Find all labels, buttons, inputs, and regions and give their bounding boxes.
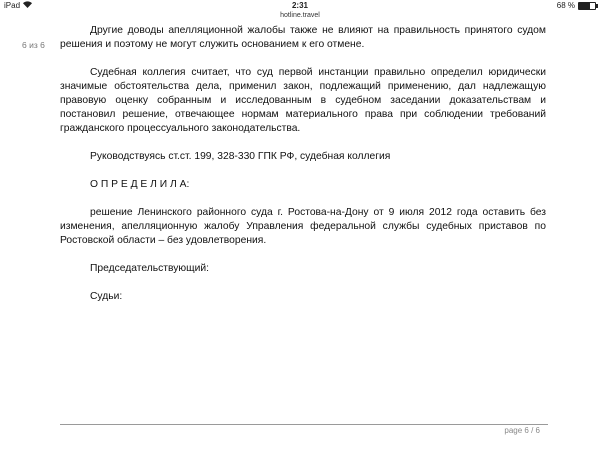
paragraph-ruling-heading: О П Р Е Д Е Л И Л А:: [90, 179, 190, 190]
paragraph-legal-basis: Руководствуясь ст.ст. 199, 328-330 ГПК РФ, судебная коллегия: [90, 151, 391, 162]
paragraph-presiding: Председательствующий:: [90, 263, 209, 274]
document-body: [60, 24, 546, 304]
device-name: iPad: [4, 1, 21, 10]
footer-divider: [60, 424, 548, 425]
battery-icon: [578, 2, 596, 10]
page-indicator: 6 из 6: [22, 40, 45, 50]
paragraph-judges: Судьи:: [90, 291, 123, 302]
battery-percent: 68 %: [556, 1, 575, 10]
status-time: 2:31: [291, 1, 308, 10]
battery-fill: [579, 3, 590, 9]
paragraph-ruling: решение Ленинского районного суда г. Ростова-на-Дону от 9 июля 2012 года оставить без изменения, апелляционную жалобу Управления федеральной службы судебных приставов по Ростовской области – без удовлетворения.: [60, 207, 546, 246]
footer-page-number: page 6 / 6: [504, 426, 540, 435]
paragraph-court-opinion: Судебная коллегия считает, что суд первой инстанции правильно определил юридически значимые обстоятельства дела, применил закон, подлежащий применению, дал надлежащую правовую оценку собранным и исследованным в судебном заседании доказательствам и постановил решение, отвечающее нормам материального права при соблюдении требований гражданского процессуального законодательства.: [60, 67, 546, 134]
paragraph-other-arguments: Другие доводы апелляционной жалобы также не влияют на правильность принятого судом решения и поэтому не могут служить основанием к его отмене.: [60, 25, 546, 50]
url-bar[interactable]: hotline.travel: [280, 12, 320, 19]
